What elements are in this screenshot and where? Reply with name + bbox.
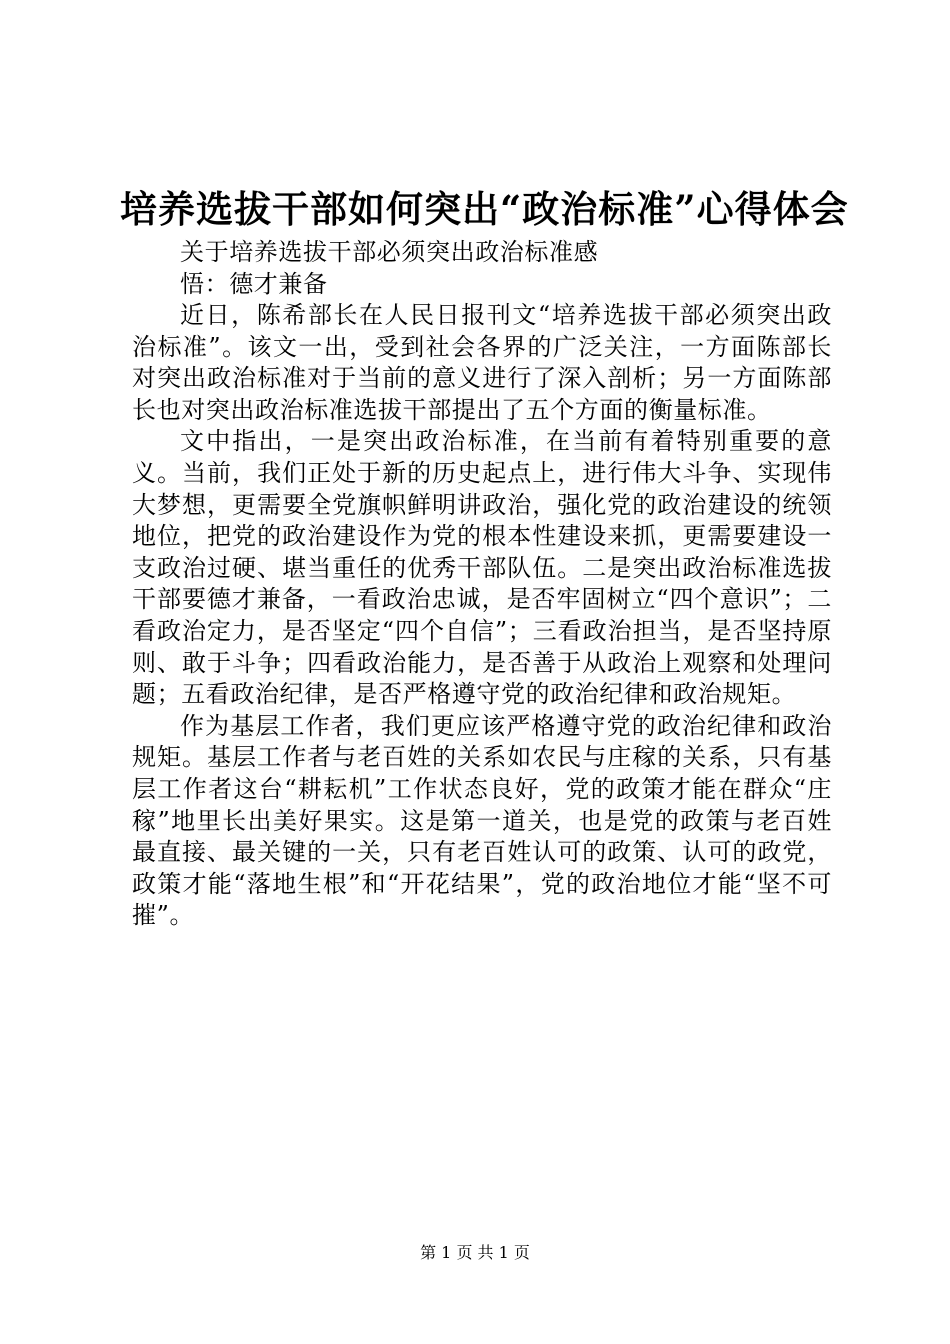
document-body — [132, 236, 832, 932]
document-title: 培养选拔干部如何突出“政治标准”心得体会 — [120, 187, 849, 231]
subtitle-line-2: 悟：德才兼备 — [180, 270, 328, 298]
subtitle-line-1: 关于培养选拔干部必须突出政治标准感 — [180, 238, 599, 266]
page-footer: 第 1 页 共 1 页 — [420, 1243, 530, 1262]
paragraph-2: 文中指出，一是突出政治标准，在当前有着特别重要的意义。当前，我们正处于新的历史起点上，进行伟大斗争、实现伟大梦想，更需要全党旗帜鲜明讲政治，强化党的政治建设的统领地位，把党的政治建设作为党的根本性建设来抓，更需要建设一支政治过硬、堪当重任的优秀干部队伍。二是突出政治标准选拔干部要德才兼备，一看政治忠诚，是否牢固树立“四个意识”；二看政治定力，是否坚定“四个自信”；三看政治担当，是否坚持原则、敢于斗争；四看政治能力，是否善于从政治上观察和处理问题；五看政治纪律，是否严格遵守党的政治纪律和政治规矩。 — [132, 427, 832, 709]
paragraph-3: 作为基层工作者，我们更应该严格遵守党的政治纪律和政治规矩。基层工作者与老百姓的关系如农民与庄稼的关系，只有基层工作者这台“耕耘机”工作状态良好，党的政策才能在群众“庄稼”地里长出美好果实。这是第一道关，也是党的政策与老百姓最直接、最关键的一关，只有老百姓认可的政策、认可的政党，政策才能“落地生根”和“开花结果”，党的政治地位才能“坚不可摧”。 — [132, 711, 832, 930]
paragraph-1: 近日，陈希部长在人民日报刊文“培养选拔干部必须突出政治标准”。该文一出，受到社会各界的广泛关注，一方面陈部长对突出政治标准对于当前的意义进行了深入剖析；另一方面陈部长也对突出政治标准选拔干部提出了五个方面的衡量标准。 — [132, 301, 832, 424]
